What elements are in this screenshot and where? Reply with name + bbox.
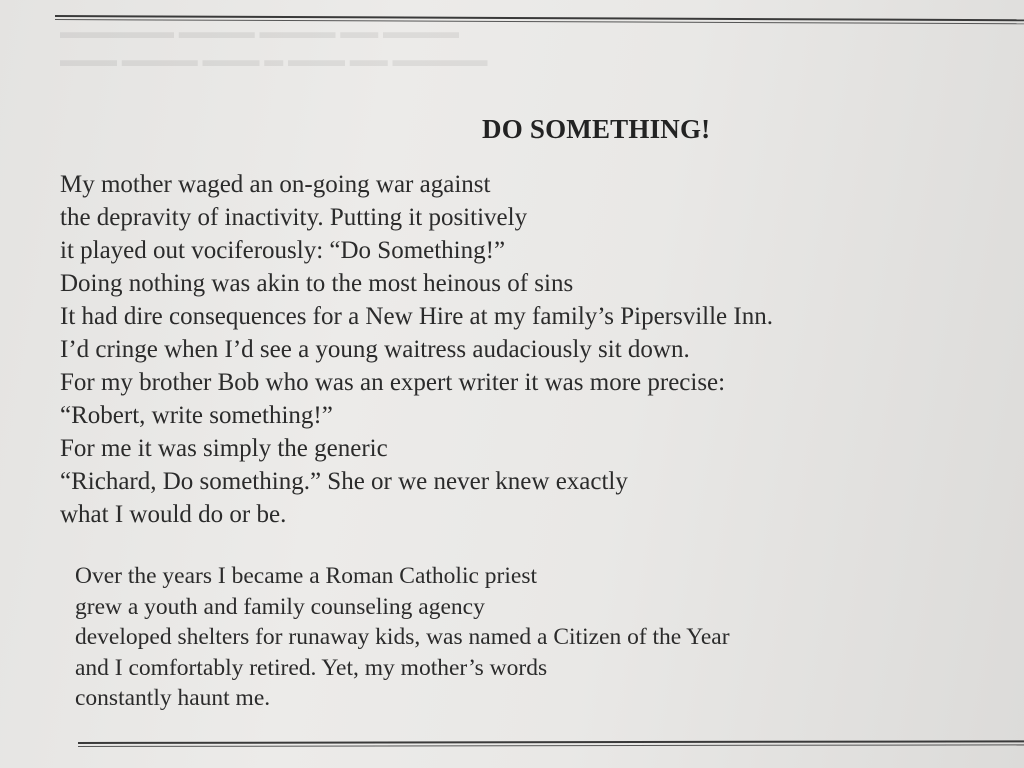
poem-stanza-1 bbox=[60, 168, 773, 531]
poem-line: grew a youth and family counseling agency bbox=[75, 593, 485, 620]
bleed-through-text: ▬▬▬▬▬ ▬▬ ▬▬▬ ▬ ▬▬▬ ▬▬▬▬ ▬▬▬ bbox=[60, 50, 488, 71]
bleed-through-text: ▬▬▬▬ ▬▬ ▬▬▬▬ ▬▬▬▬ ▬▬▬▬▬▬ bbox=[60, 22, 459, 43]
poem-line: Doing nothing was akin to the most heinous of sins bbox=[60, 270, 574, 297]
poem-stanza-2 bbox=[75, 561, 730, 714]
bottom-divider-rule bbox=[78, 740, 1024, 747]
poem-line: and I comfortably retired. Yet, my mother’s words bbox=[75, 654, 548, 681]
poem-line: “Richard, Do something.” She or we never knew exactly bbox=[60, 468, 628, 495]
poem-line: I’d cringe when I’d see a young waitress audaciously sit down. bbox=[60, 336, 690, 363]
poem-line: It had dire consequences for a New Hire at my family’s Pipersville Inn. bbox=[60, 303, 773, 330]
poem-line: the depravity of inactivity. Putting it positively bbox=[60, 204, 528, 231]
poem-line: what I would do or be. bbox=[60, 501, 287, 528]
poem-line: it played out vociferously: “Do Something!” bbox=[60, 237, 506, 264]
poem-line: For my brother Bob who was an expert writer it was more precise: bbox=[60, 369, 726, 396]
poem-line: My mother waged an on-going war against bbox=[60, 171, 491, 198]
poem-line: developed shelters for runaway kids, was named a Citizen of the Year bbox=[75, 624, 730, 650]
poem-line: constantly haunt me. bbox=[75, 685, 271, 711]
poem-line: Over the years I became a Roman Catholic priest bbox=[75, 563, 537, 589]
poem-line: “Robert, write something!” bbox=[60, 402, 333, 429]
poem-title: DO SOMETHING! bbox=[482, 114, 711, 145]
top-divider-rule bbox=[55, 15, 1024, 24]
poem-line: For me it was simply the generic bbox=[60, 435, 388, 462]
